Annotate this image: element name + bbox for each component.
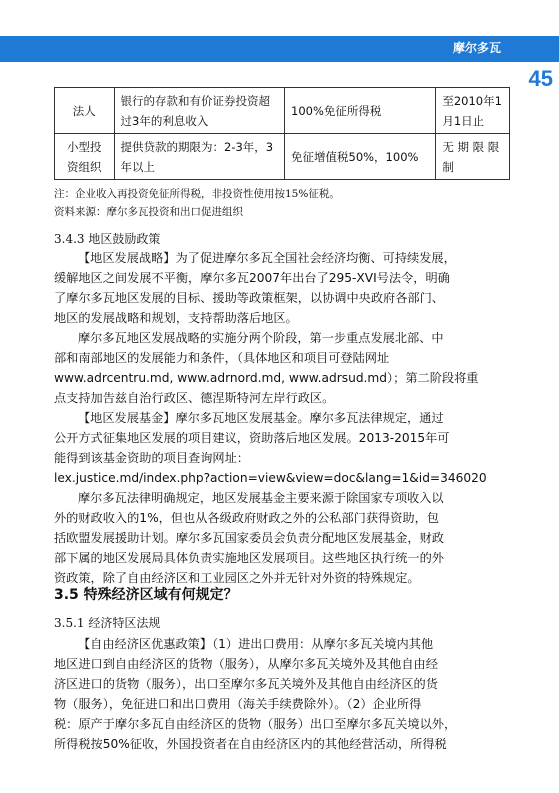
- table-source: 资料来源：摩尔多瓦投资和出口促进组织: [54, 206, 243, 218]
- text-line: 所得税按50%征收，外国投资者在自由经济区内的其他经营活动，所得税: [54, 737, 447, 751]
- paragraph-strategy-stages: [54, 328, 511, 408]
- table-cell: [114, 88, 284, 134]
- cell-line: 小型投: [67, 139, 102, 154]
- text-line: 缓解地区之间发展不平衡，摩尔多瓦2007年出台了295-XVI号法令，明确: [54, 271, 450, 285]
- text-line: 地区进口到自由经济区的货物（服务），从摩尔多瓦关境外及其他自由经: [54, 657, 438, 671]
- paragraph-fund-sources: [54, 488, 511, 588]
- text-line: 资政策，除了自由经济区和工业园区之外并无针对外资的特殊规定。: [54, 571, 420, 585]
- text-line: 括欧盟发展援助计划。摩尔多瓦国家委员会负责分配地区发展基金，财政: [54, 531, 444, 545]
- header-title: 摩尔多瓦: [452, 41, 501, 55]
- header-divider: [0, 60, 559, 62]
- cell-line: 月1日止: [442, 113, 485, 128]
- cell-line: 银行的存款和有价证券投资超: [120, 93, 271, 108]
- table-cell: 免征增值税50%，100%: [285, 134, 436, 180]
- table-row: [55, 88, 510, 134]
- cell-line: 资组织: [67, 159, 102, 174]
- text-line: www.adrcentru.md, www.adrnord.md, www.adrsud.md）；第二阶段将重: [54, 371, 479, 385]
- paragraph-free-economic-zone: [54, 634, 511, 754]
- paragraph-regional-fund: [54, 408, 511, 488]
- text-line: 【地区发展基金】摩尔多瓦地区发展基金。摩尔多瓦法律规定，通过: [78, 411, 444, 425]
- text-line: 税：原产于摩尔多瓦自由经济区的货物（服务）出口至摩尔多瓦关境以外，: [54, 717, 457, 731]
- incentive-table: [54, 87, 510, 180]
- paragraph-regional-strategy: [54, 248, 511, 328]
- page-number: 45: [528, 66, 553, 91]
- cell-line: 至2010年1: [442, 93, 502, 108]
- text-line: 物（服务），免征进口和出口费用（海关手续费除外）。（2）企业所得: [54, 697, 422, 711]
- text-line: 公开方式征集地区发展的项目建议，资助落后地区发展。2013-2015年可: [54, 431, 450, 445]
- header-bar: [0, 36, 559, 60]
- text-line: 点支持加告兹自治行政区、德涅斯特河左岸行政区。: [54, 391, 335, 405]
- section-heading-3-4-3: 3.4.3 地区鼓励政策: [54, 232, 161, 246]
- section-heading-3-5: 3.5 特殊经济区域有何规定？: [54, 587, 238, 603]
- text-line: 济区进口的货物（服务），出口至摩尔多瓦关境外及其他自由经济区的货: [54, 677, 438, 691]
- cell-line: 无 期 限 限: [442, 139, 500, 154]
- table-cell: 100%免征所得税: [285, 88, 436, 134]
- text-line: 摩尔多瓦法律明确规定，地区发展基金主要来源于除国家专项收入以: [78, 491, 444, 505]
- section-heading-3-5-1: 3.5.1 经济特区法规: [54, 616, 161, 630]
- table-cell: [436, 88, 510, 134]
- text-line: 了摩尔多瓦地区发展的目标、援助等政策框架，以协调中央政府各部门、: [54, 291, 444, 305]
- text-line: 外的财政收入的1%，但也从各级政府财政之外的公私部门获得资助，包: [54, 511, 439, 525]
- text-line: 能得到该基金资助的项目查询网址：: [54, 451, 249, 465]
- cell-line: 年以上: [120, 159, 156, 174]
- text-line: 地区的发展战略和规划，支持帮助落后地区。: [54, 311, 298, 325]
- table-note: 注：企业收入再投资免征所得税，非投资性使用按15%征税。: [54, 188, 340, 200]
- text-line: 部和南部地区的发展能力和条件，（具体地区和项目可登陆网址: [54, 351, 390, 365]
- table-cell: 法人: [55, 88, 115, 134]
- text-line: 部下属的地区发展局具体负责实施地区发展项目。这些地区执行统一的外: [54, 551, 444, 565]
- fund-url: lex.justice.md/index.php?action=view&view=doc&lang=1&id=346020: [54, 471, 487, 485]
- text-line: 【自由经济区优惠政策】（1）进出口费用：从摩尔多瓦关境内其他: [78, 637, 434, 651]
- cell-line: 制: [442, 159, 454, 174]
- table-cell: [55, 134, 115, 180]
- cell-line: 过3年的利息收入: [120, 113, 209, 128]
- table-cell: [114, 134, 284, 180]
- text-line: 摩尔多瓦地区发展战略的实施分两个阶段，第一步重点发展北部、中: [78, 331, 444, 345]
- text-line: 【地区发展战略】为了促进摩尔多瓦全国社会经济均衡、可持续发展，: [78, 251, 456, 265]
- cell-line: 提供贷款的期限为：2-3年，3: [120, 139, 274, 154]
- table-row: [55, 134, 510, 180]
- table-cell: [436, 134, 510, 180]
